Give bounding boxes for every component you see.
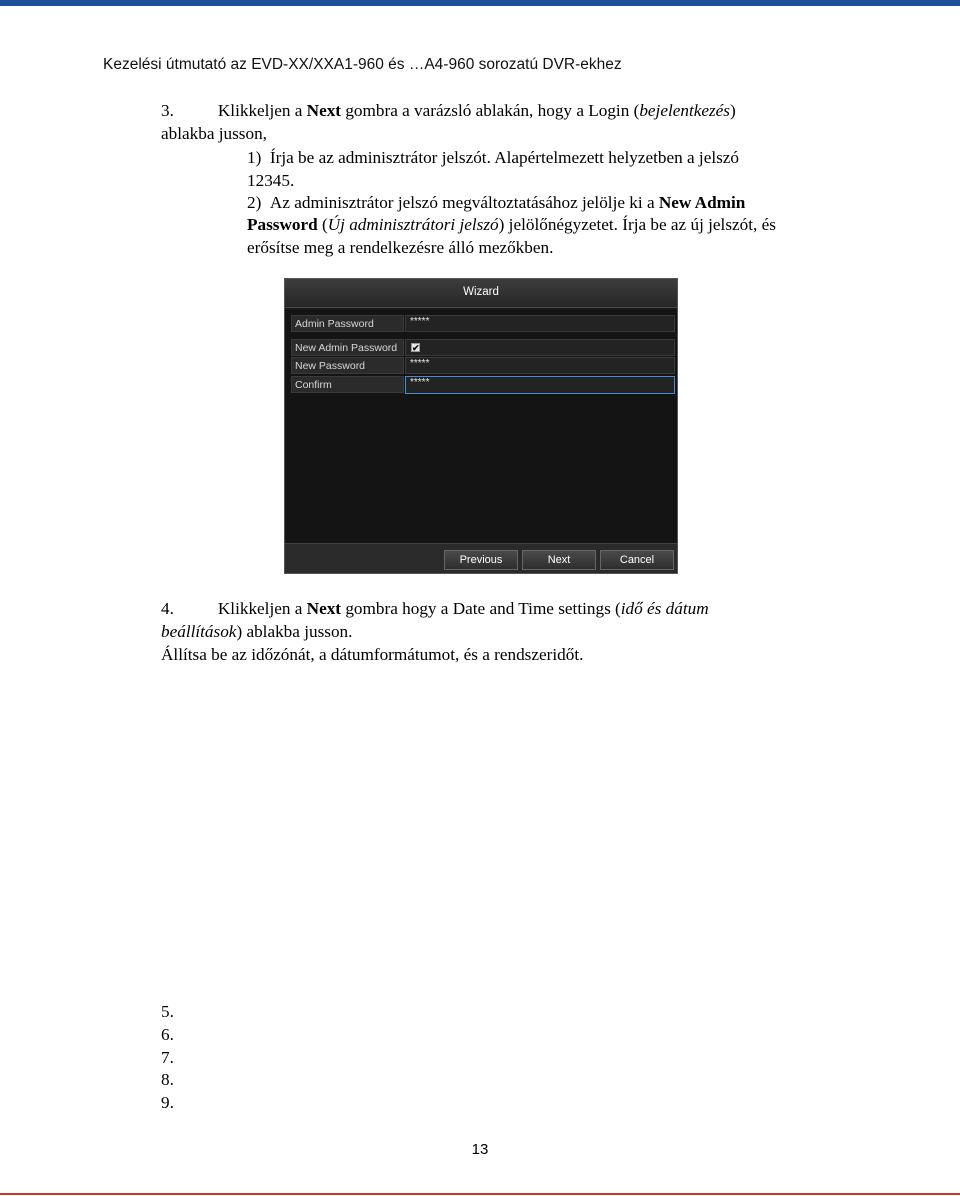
step4-line2: beállítások) ablakba jusson. <box>161 622 353 641</box>
step4-next-bold: Next <box>306 599 342 618</box>
wizard-window <box>284 278 678 574</box>
new-admin-password-label: New Admin Password <box>291 339 404 356</box>
new-password-row <box>291 357 675 374</box>
new-password-label: New Password <box>291 357 404 374</box>
step3-line1: 3. Klikkeljen a Next gombra a varázsló ablakán, hogy a Login (bejelentkezés) <box>161 101 736 120</box>
wizard-titlebar <box>285 279 677 308</box>
confirm-label: Confirm <box>291 376 404 393</box>
new-admin-password-cell <box>405 339 675 356</box>
confirm-input[interactable]: ***** <box>405 376 675 394</box>
next-button[interactable]: Next <box>522 550 596 570</box>
admin-password-row <box>291 315 675 332</box>
uj-jelszo-italic: Új adminisztrátori jelszó <box>327 215 499 234</box>
admin-password-input[interactable]: ***** <box>405 315 675 332</box>
step4-beallitasok-italic: beállítások <box>161 622 237 641</box>
step3-login-italic: bejelentkezés <box>639 101 730 120</box>
bottom-rule <box>0 1193 960 1195</box>
list-number-8: 8. <box>161 1070 174 1089</box>
step3-sub2-line3: erősítse meg a rendelkezésre álló mezőkben. <box>247 238 554 257</box>
step4-line3: Állítsa be az időzónát, a dátumformátumot, és a rendszeridőt. <box>161 645 584 664</box>
step3-line2: ablakba jusson, <box>161 124 267 143</box>
new-password-input[interactable]: ***** <box>405 357 675 374</box>
password-bold: Password <box>247 215 318 234</box>
list-number-9: 9. <box>161 1093 174 1112</box>
new-admin-password-checkbox[interactable]: ✔ <box>412 343 420 353</box>
step4-number: 4. <box>161 599 174 618</box>
list-number-5: 5. <box>161 1002 174 1021</box>
step3-sub1-line2: 12345. <box>247 171 295 190</box>
page-number: 13 <box>471 1141 489 1158</box>
step3-number: 3. <box>161 101 174 120</box>
list-number-7: 7. <box>161 1048 174 1067</box>
running-header: Kezelési útmutató az EVD-XX/XXA1-960 és …A4-960 sorozatú DVR-ekhez <box>103 56 622 73</box>
list-number-6: 6. <box>161 1025 174 1044</box>
step3-sub1-line1: 1) Írja be az adminisztrátor jelszót. Alapértelmezett helyzetben a jelszó <box>247 148 740 167</box>
confirm-row <box>291 376 675 393</box>
top-color-bar <box>0 0 960 6</box>
cancel-button[interactable]: Cancel <box>600 550 674 570</box>
step3-sub2-line1: 2) Az adminisztrátor jelszó megváltoztatásához jelölje ki a New Admin <box>247 193 746 212</box>
step3-sub2-line2: Password (Új adminisztrátori jelszó) jelölőnégyzetet. Írja be az új jelszót, és <box>247 215 776 234</box>
previous-button[interactable]: Previous <box>444 550 518 570</box>
wizard-title: Wizard <box>463 286 499 298</box>
admin-password-label: Admin Password <box>291 315 404 332</box>
wizard-body <box>285 309 677 543</box>
step3-next-bold: Next <box>306 101 342 120</box>
wizard-footer <box>285 543 677 573</box>
new-admin-password-row <box>291 339 675 356</box>
new-admin-bold: New Admin <box>658 193 746 212</box>
step4-line1: 4. Klikkeljen a Next gombra hogy a Date and Time settings (idő és dátum <box>161 599 709 618</box>
step4-ido-italic: idő és dátum <box>620 599 709 618</box>
